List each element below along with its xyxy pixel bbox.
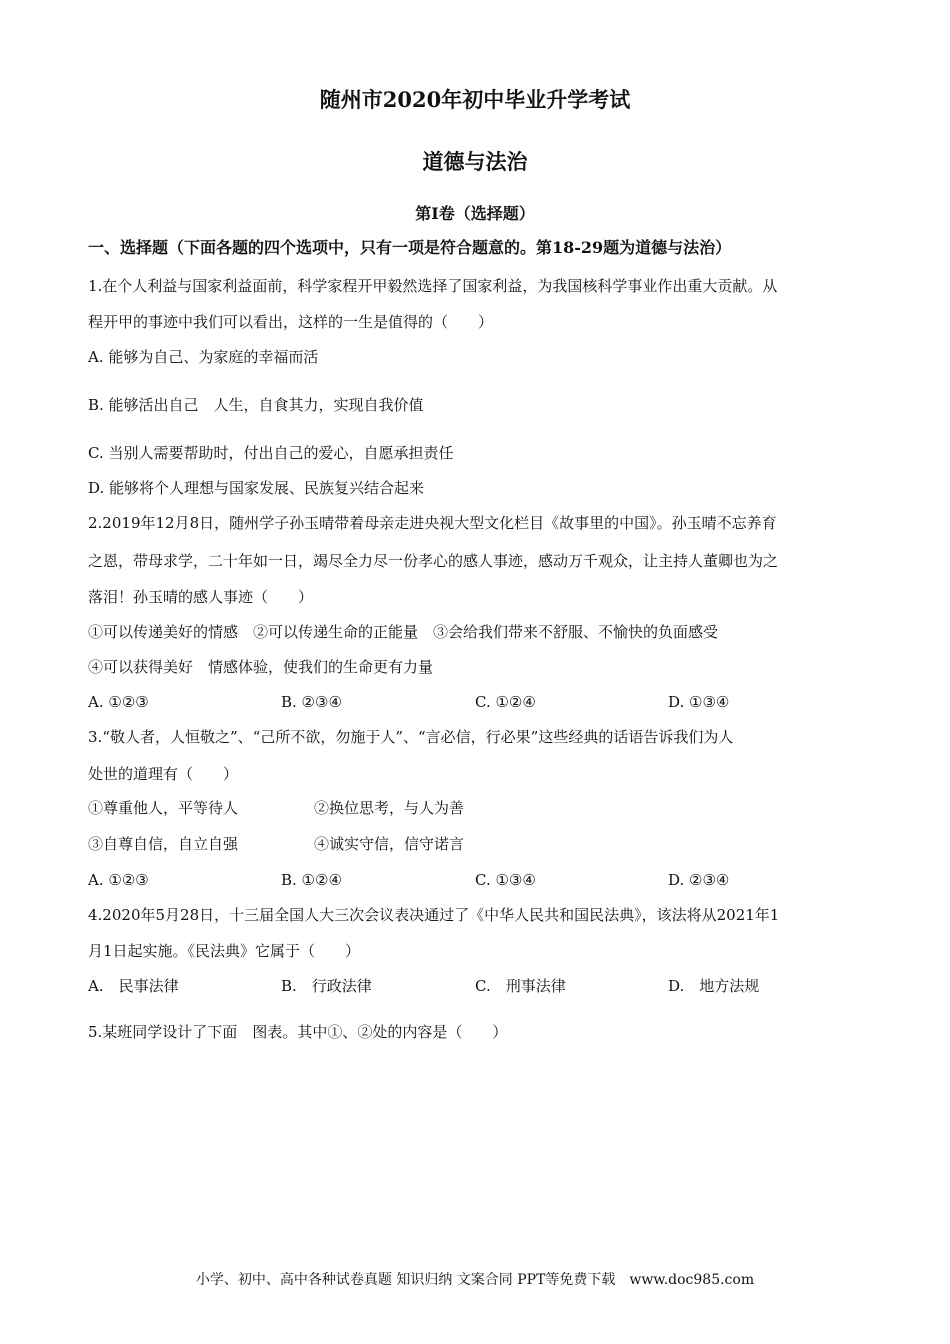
question-2-text-line-1: 2.2019年12月8日，随州学子孙玉晴带着母亲走进央视大型文化栏目《故事里的中国》。孙玉晴不忘养育 bbox=[88, 514, 777, 532]
question-4-text-line-1: 4.2020年5月28日，十三届全国人大三次会议表决通过了《中华人民共和国民法典》，该法将从2021年1 bbox=[88, 906, 780, 924]
question-2-option-b: B. ②③④ bbox=[281, 693, 342, 711]
question-2-statements-line-2: ④可以获得美好 情感体验，使我们的生命更有力量 bbox=[88, 658, 434, 676]
question-4-text-line-2: 月1日起实施。《民法典》它属于（ ） bbox=[88, 942, 361, 960]
question-1-option-b: B. 能够活出自己 人生，自食其力，实现自我价值 bbox=[88, 396, 424, 414]
footer-download-note: 小学、初中、高中各种试卷真题 知识归纳 文案合同 PPT等免费下载 www.doc985.com bbox=[195, 1272, 755, 1288]
question-2-option-d: D. ①③④ bbox=[668, 693, 730, 711]
question-2-text-line-2: 之恩，带母求学，二十年如一日，竭尽全力尽一份孝心的感人事迹，感动万千观众，让主持人董卿也为之 bbox=[88, 552, 779, 570]
question-4-option-b: B. 行政法律 bbox=[281, 977, 372, 995]
question-2-text-line-3: 落泪！孙玉晴的感人事迹（ ） bbox=[88, 588, 314, 606]
question-5-text-line-1: 5.某班同学设计了下面 图表。其中①、②处的内容是（ ） bbox=[88, 1023, 508, 1041]
question-2-option-a: A. ①②③ bbox=[88, 693, 149, 711]
question-1-text-line-1: 1.在个人利益与国家利益面前，科学家程开甲毅然选择了国家利益，为我国核科学事业作出重大贡献。从 bbox=[88, 277, 778, 295]
subject-title: 道德与法治 bbox=[422, 149, 528, 174]
question-3-option-c: C. ①③④ bbox=[475, 871, 536, 889]
question-1-text-line-2: 程开甲的事迹中我们可以看出，这样的一生是值得的（ ） bbox=[88, 313, 494, 331]
question-1-option-a: A. 能够为自己、为家庭的幸福而活 bbox=[88, 348, 319, 366]
question-3-text-line-1: 3.“敬人者，人恒敬之”、“己所不欲，勿施于人”、“言必信，行必果”这些经典的话语告诉我们为人 bbox=[88, 728, 734, 746]
exam-title: 随州市2020年初中毕业升学考试 bbox=[319, 87, 631, 112]
paper-part-title: 第Ⅰ卷（选择题） bbox=[415, 204, 535, 223]
question-2-option-c: C. ①②④ bbox=[475, 693, 536, 711]
question-1-option-c: C. 当别人需要帮助时，付出自己的爱心，自愿承担责任 bbox=[88, 444, 454, 462]
question-4-option-d: D. 地方法规 bbox=[668, 977, 760, 995]
question-4-option-a: A. 民事法律 bbox=[88, 977, 179, 995]
question-3-option-a: A. ①②③ bbox=[88, 871, 149, 889]
question-3-option-d: D. ②③④ bbox=[668, 871, 730, 889]
question-3-statement-3: ③自尊自信，自立自强 bbox=[88, 835, 239, 853]
question-2-statements-line-1: ①可以传递美好的情感 ②可以传递生命的正能量 ③会给我们带来不舒服、不愉快的负面感受 bbox=[88, 623, 719, 641]
question-3-statement-2: ②换位思考，与人为善 bbox=[314, 799, 465, 817]
section-heading: 一、选择题（下面各题的四个选项中，只有一项是符合题意的。第18-29题为道德与法治） bbox=[88, 238, 732, 257]
question-3-option-b: B. ①②④ bbox=[281, 871, 342, 889]
question-1-option-d: D. 能够将个人理想与国家发展、民族复兴结合起来 bbox=[88, 479, 425, 497]
question-3-statement-1: ①尊重他人，平等待人 bbox=[88, 799, 239, 817]
question-3-text-line-2: 处世的道理有（ ） bbox=[88, 765, 239, 783]
question-4-option-c: C. 刑事法律 bbox=[475, 977, 566, 995]
question-3-statement-4: ④诚实守信，信守诺言 bbox=[314, 835, 465, 853]
